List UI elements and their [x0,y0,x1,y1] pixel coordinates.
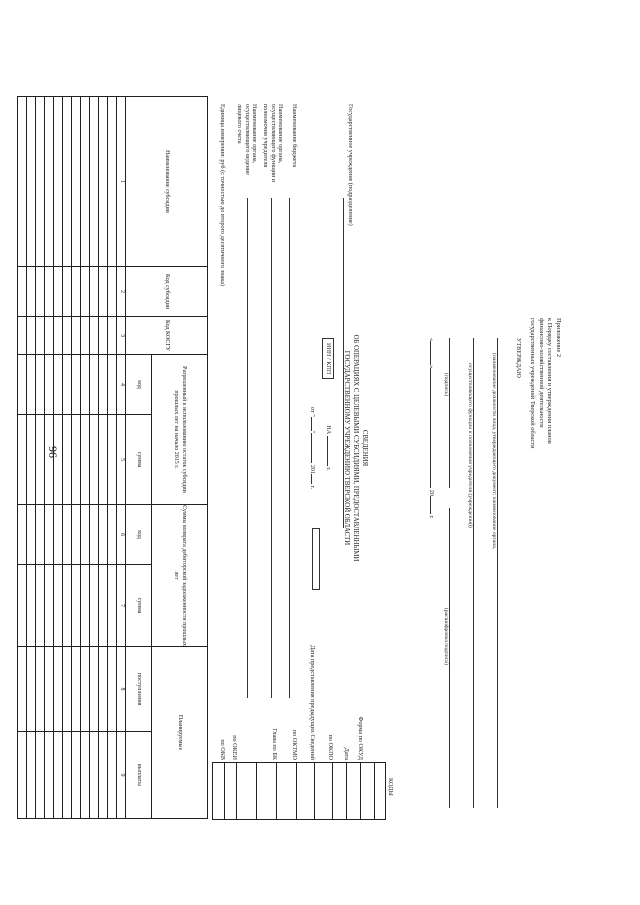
table-cell[interactable] [18,505,27,565]
table-cell[interactable] [45,647,54,732]
label-oktmo: по ОКТМО [291,729,298,760]
col-number: 9 [117,732,126,819]
table-cell[interactable] [108,415,117,505]
th-kosgu: Код КОСГУ [126,317,208,355]
label-unit: Единица измерения: руб (с точностью до второго десятичного знака) [219,104,226,287]
col-number: 3 [117,317,126,355]
table-cell[interactable] [36,505,45,565]
appendix-line: Приложение 2 [555,318,562,358]
th-sum: сумма [126,415,152,505]
table-cell[interactable] [45,505,54,565]
table-cell[interactable] [72,732,81,819]
table-cell[interactable] [36,97,45,267]
table-cell[interactable] [36,565,45,647]
signature-line [449,338,458,488]
table-cell[interactable] [63,647,72,732]
table-cell[interactable] [81,317,90,355]
approve-caption: (наименование должности лица, утверждающего документ; наименование органа, [491,353,497,550]
appendix-line: государственных учреждений Тверской области [529,318,537,449]
approve-date [427,338,435,519]
table-cell[interactable] [108,267,117,317]
table-cell[interactable] [54,565,63,647]
approve-title: УТВЕРЖДАЮ [515,338,522,378]
table-row [99,97,108,819]
table-cell[interactable] [18,415,27,505]
table-cell[interactable] [63,355,72,415]
ot-quote: " [309,430,316,434]
table-cell[interactable] [45,355,54,415]
table-cell[interactable] [81,647,90,732]
quote-open: « [428,338,435,342]
table-cell[interactable] [18,97,27,267]
codes-box [212,762,386,820]
table-cell[interactable] [45,415,54,505]
table-cell[interactable] [63,565,72,647]
date-year-suffix: г. [428,515,435,519]
title-line: ОБ ОПЕРАЦИЯХ С ЦЕЛЕВЫМИ СУБСИДИЯМИ, ПРЕДОСТАВЛЕННЫМИ [352,334,360,562]
table-cell[interactable] [99,317,108,355]
page-number: 96 [46,446,60,458]
table-cell[interactable] [27,317,36,355]
label-organ: Наименование органа, осуществляющего функции и полномочия учредителя [262,104,284,183]
table-body [18,97,117,819]
col-number: 5 [117,415,126,505]
table-cell[interactable] [27,732,36,819]
col-number: 6 [117,505,126,565]
table-row [36,97,45,819]
table-cell[interactable] [108,732,117,819]
table-cell[interactable] [90,97,99,267]
title-line: СВЕДЕНИЯ [361,429,368,467]
table-cell[interactable] [63,97,72,267]
label-okpo: по ОКПО [327,734,334,760]
label-organ-account: Наименование органа, осуществляющего ведение лицевого счета [236,104,258,175]
table-cell[interactable] [18,565,27,647]
table-cell[interactable] [36,415,45,505]
title-line: ГОСУДАРСТВЕННОМУ УЧРЕЖДЕНИЮ ТВЕРСКОЙ ОБЛАСТИ [343,350,351,546]
date-prev-box [312,528,320,590]
table-row [72,97,81,819]
table-cell[interactable] [99,505,108,565]
approve-line [473,338,482,808]
sign-caption: (подпись) [443,373,449,397]
label-glava-bk: Глава по БК [271,728,278,760]
na-label: НА [325,425,332,435]
label-budget: Наименование бюджета [291,104,298,168]
appendix-block [527,318,562,449]
th-payments: выплаты [126,732,152,819]
table-cell[interactable] [45,97,54,267]
table-cell[interactable] [72,415,81,505]
table-cell[interactable] [63,732,72,819]
approve-line [497,338,506,808]
table-cell[interactable] [90,732,99,819]
table-cell[interactable] [90,565,99,647]
approve-caption: осуществляющего функции и полномочия учредителя (учреждения)) [467,363,473,528]
table-row [90,97,99,819]
table-cell[interactable] [81,505,90,565]
label-inn-kpp: ИНН / КПП [325,343,332,375]
table-cell[interactable] [54,732,63,819]
table-cell[interactable] [90,317,99,355]
table-cell[interactable] [72,647,81,732]
ot-year: 201 [309,464,316,475]
table-cell[interactable] [54,355,63,415]
table-row [18,97,27,819]
col-number: 4 [117,355,126,415]
table-cell[interactable] [45,267,54,317]
codes-header: КОДЫ [387,778,394,796]
appendix-line: финансово-хозяйственной деятельности [537,318,545,428]
table-cell[interactable] [72,355,81,415]
label-date: Дата [343,747,350,760]
table-row [54,97,63,819]
table-cell[interactable] [63,505,72,565]
date-century: 20 [428,489,435,496]
table-cell[interactable] [27,565,36,647]
col-number: 2 [117,267,126,317]
table-cell[interactable] [72,97,81,267]
table-cell[interactable] [36,732,45,819]
table-cell[interactable] [36,355,45,415]
table-cell[interactable] [99,355,108,415]
quote-close: » [428,365,435,369]
table-cell[interactable] [18,732,27,819]
institution-line [343,198,350,528]
th-receipts: поступления [126,647,152,732]
table-cell[interactable] [108,355,117,415]
table-cell[interactable] [72,267,81,317]
label-okv: по ОКВ [219,739,226,760]
table-cell[interactable] [27,97,36,267]
table-cell[interactable] [27,647,36,732]
table-cell[interactable] [18,317,27,355]
table-cell[interactable] [72,565,81,647]
table-cell[interactable] [72,317,81,355]
th-allowed: Разрешенный к использованию остаток субсидии прошлых лет на начало 2015 г. [152,355,208,505]
th-sum: сумма [126,565,152,647]
table-cell[interactable] [45,317,54,355]
table-cell[interactable] [27,415,36,505]
organ-account-line [247,198,254,698]
table-cell[interactable] [90,505,99,565]
label-okud: Форма по ОКУД [357,716,364,760]
table-cell[interactable] [99,267,108,317]
table-cell[interactable] [81,415,90,505]
organ-line [271,198,278,698]
table-cell[interactable] [108,97,117,267]
table-cell[interactable] [36,647,45,732]
table-cell[interactable] [81,565,90,647]
table-cell[interactable] [108,565,117,647]
th-return: Суммы возврата дебиторской задолженности прошлых лет [152,505,208,647]
table-cell[interactable] [90,355,99,415]
th-planned: Планируемые [152,647,208,819]
col-number: 8 [117,647,126,732]
label-date-prev: Дата представления предыдущих Сведений [309,645,316,760]
table-cell[interactable] [63,317,72,355]
ot-g: г. [309,485,316,490]
th-code: код [126,505,152,565]
th-code: код [126,355,152,415]
table-cell[interactable] [18,355,27,415]
label-okei: по ОКЕИ [231,735,238,760]
table-cell[interactable] [90,415,99,505]
na-year: г. [325,467,332,471]
budget-line [289,198,296,698]
table-cell[interactable] [81,355,90,415]
table-cell[interactable] [54,267,63,317]
subsidy-table [17,96,208,819]
table-row [81,97,90,819]
table-cell[interactable] [45,565,54,647]
table-cell[interactable] [27,355,36,415]
rotated-form-page [50,8,590,888]
table-cell[interactable] [108,647,117,732]
col-number: 1 [117,97,126,267]
table-cell[interactable] [54,317,63,355]
table-cell[interactable] [108,317,117,355]
table-cell[interactable] [99,415,108,505]
decode-line [449,508,458,808]
table-cell[interactable] [18,267,27,317]
table-cell[interactable] [99,565,108,647]
table-row [27,97,36,819]
ot-label: от " [309,406,316,417]
table-row [108,97,117,819]
table-cell[interactable] [54,505,63,565]
table-cell[interactable] [99,732,108,819]
table-cell[interactable] [72,505,81,565]
appendix-line: к Порядку составления и утверждения планов [546,318,554,444]
th-subsidy-code: Код субсидии [126,267,208,317]
table-cell[interactable] [99,647,108,732]
table-cell[interactable] [27,505,36,565]
table-cell[interactable] [54,415,63,505]
table-cell[interactable] [27,267,36,317]
table-cell[interactable] [99,97,108,267]
table-cell[interactable] [45,732,54,819]
decode-caption: (расшифровка подписи) [443,608,449,666]
table-row [45,97,54,819]
table-cell[interactable] [81,97,90,267]
table-cell[interactable] [108,505,117,565]
col-number: 7 [117,565,126,647]
table-cell[interactable] [90,647,99,732]
table-cell[interactable] [36,267,45,317]
th-name: Наименование субсидии [126,97,208,267]
table-row [63,97,72,819]
table-cell[interactable] [54,97,63,267]
table-cell[interactable] [54,647,63,732]
inn-kpp-box [322,338,334,379]
table-cell[interactable] [81,732,90,819]
table-cell[interactable] [81,267,90,317]
table-cell[interactable] [36,317,45,355]
table-cell[interactable] [63,415,72,505]
column-number-row [117,97,126,819]
label-institution: Государственное учреждение (подразделение) [347,104,354,226]
table-cell[interactable] [63,267,72,317]
table-cell[interactable] [90,267,99,317]
table-cell[interactable] [18,647,27,732]
